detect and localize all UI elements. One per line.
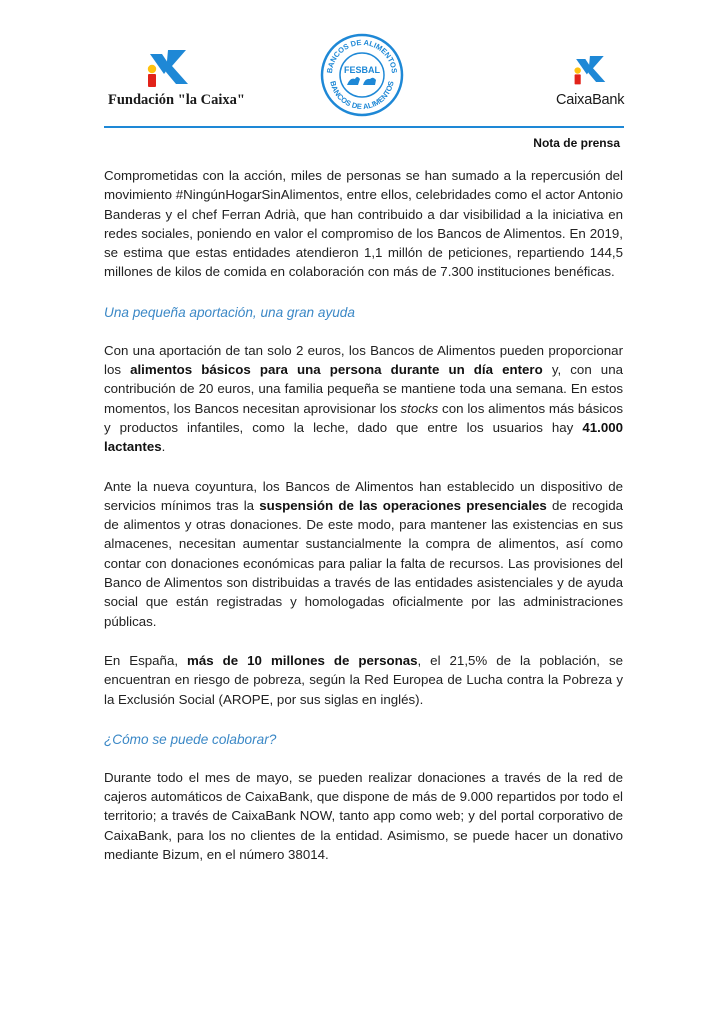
section-heading-1: Una pequeña aportación, una gran ayuda <box>104 304 355 320</box>
svg-text:BANCOS DE ALIMENTOS: BANCOS DE ALIMENTOS <box>328 80 396 112</box>
highlight-poverty-count: más de 10 millones de personas <box>187 652 418 668</box>
caixabank-logo-text: CaixaBank <box>556 92 625 108</box>
article-body <box>104 166 623 864</box>
animal-icon <box>363 78 376 85</box>
animal-icon <box>347 77 360 85</box>
fesbal-text: FESBAL <box>344 65 380 75</box>
fundacion-la-caixa-logo <box>108 44 245 114</box>
paragraph-5: Durante todo el mes de mayo, se pueden realizar donaciones a través de la red de cajeros automáticos de CaixaBank, que dispone de más de 9.000 repartidos por todo el territorio; a través de CaixaBank NOW, tanto app como web; y del portal corporativo de CaixaBank, para los no clientes de la entidad. Asimismo, se puede hacer un donativo mediante Bizum, en el número 38014. <box>104 769 623 863</box>
caixabank-logo <box>556 48 632 112</box>
paragraph-3: Ante la nueva coyuntura, los Bancos de Alimentos han establecido un dispositivo de servicios mínimos tras la suspensión de las operaciones presenciales de recogida de alimentos y otras donaciones. De este modo, para mantener las existencias en sus almacenes, necesitan aumentar sustancialmente la compra de alimentos, así como contar con donaciones económicas para paliar la falta de recursos. Las provisiones del Banco de Alimentos son distribuidas a través de las entidades asistenciales y de ayuda social que están registradas y homologadas oficialmente por las administraciones públicas. <box>104 478 623 629</box>
highlight-infants: 41.000 lactantes <box>104 419 623 455</box>
fesbal-seal-logo <box>320 33 404 117</box>
caixabank-star-icon <box>570 48 616 90</box>
paragraph-4: En España, más de 10 millones de personas, el 21,5% de la población, se encuentran en riesgo de pobreza, según la Red Europea de Lucha contra la Pobreza y la Exclusión Social (AROPE, por sus siglas en inglés). <box>104 652 623 707</box>
document-type-label: Nota de prensa <box>533 136 620 150</box>
stocks-term: stocks <box>400 400 439 416</box>
svg-text:BANCOS DE ALIMENTOS: BANCOS DE ALIMENTOS <box>324 37 400 74</box>
paragraph-2: Con una aportación de tan solo 2 euros, los Bancos de Alimentos pueden proporcionar los alimentos básicos para una persona durante un día entero y, con una contribución de 20 euros, una familia pequeña se mantiene toda una semana. En estos momentos, los Bancos necesitan aprovisionar los stocks con los alimentos más básicos y productos infantiles, como la leche, dado que entre los usuarios hay 41.000 lactantes. <box>104 342 623 455</box>
highlight-suspension: suspensión de las operaciones presenciales <box>259 497 547 513</box>
paragraph-1: Comprometidas con la acción, miles de personas se han sumado a la repercusión del movimiento #NingúnHogarSinAlimentos, entre ellos, celebridades como el actor Antonio Banderas y el chef Ferran Adrià, que han contribuido a dar visibilidad a la iniciativa en redes sociales, poniendo en valor el compromiso de los Bancos de Alimentos. En 2019, se estima que estas entidades atendieron 1,1 millón de peticiones, repartiendo 144,5 millones de kilos de comida en colaboración con más de 7.300 instituciones benéficas. <box>104 168 623 280</box>
section-heading-2: ¿Cómo se puede colaborar? <box>104 731 277 747</box>
fundacion-logo-text: Fundación "la Caixa" <box>108 92 245 108</box>
caixa-star-icon <box>142 44 202 90</box>
highlight-basic-food: alimentos básicos para una persona durante un día entero <box>130 362 543 378</box>
header-divider <box>104 126 624 128</box>
